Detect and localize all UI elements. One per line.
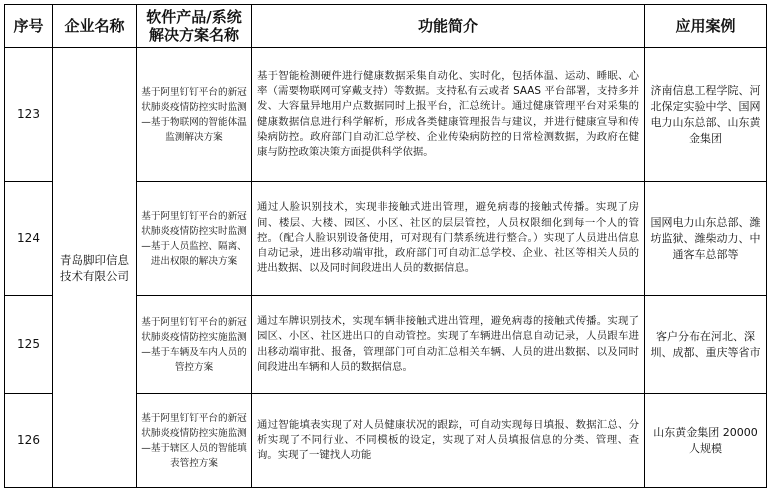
header-case: 应用案例	[645, 5, 767, 48]
table-row	[5, 48, 767, 182]
application-case: 客户分布在河北、深圳、成都、重庆等省市	[645, 296, 767, 394]
software-solutions-table	[4, 4, 767, 488]
product-name: 基于阿里钉钉平台的新冠状肺炎疫情防控实施监测—基于辖区人员的智能填表管控方案	[137, 394, 252, 488]
row-seq: 126	[5, 394, 53, 488]
company-name: 青岛脚印信息技术有限公司	[53, 48, 137, 488]
row-seq: 125	[5, 296, 53, 394]
function-description: 通过人脸识别技术，实现非接触式进出管理，避免病毒的接触式传播。实现了房间、楼层、大楼、园区、小区、社区的层层管控，人员权限细化到每一个人的管控。（配合人脸识别设备使用，可对现有门禁系统进行整合。）实现了人员进出信息自动记录，进出移动端审批，政府部门可自动汇总学校、企业、社区等相关人员的进出数据、以及同时间段进出人员的数据信息。	[252, 182, 645, 296]
row-seq: 124	[5, 182, 53, 296]
function-description: 通过智能填表实现了对人员健康状况的跟踪，可自动实现每日填报、数据汇总、分析实现了不同行业、不同模板的设定，实现了对人员填报信息的分类、管理、查询。实现了一键找人功能	[252, 394, 645, 488]
header-function: 功能简介	[252, 5, 645, 48]
function-description: 基于智能检测硬件进行健康数据采集自动化、实时化，包括体温、运动、睡眠、心率（需要物联网可穿戴支持）等数据。支持私有云或者 SAAS 平台部署，支持多并发、大容量异地用户点数据同时上报平台，汇总统计。通过健康管理平台对采集的健康数据信息进行科学解析，形成各类健康管理报告与建议，并进行健康宣导和传染病防控。政府部门自动汇总学校、企业传染病防控的日常检测数据，为政府在健康与防控政策决策方面提供科学依据。	[252, 48, 645, 182]
row-seq: 123	[5, 48, 53, 182]
product-name: 基于阿里钉钉平台的新冠状肺炎疫情防控实时监测—基于人员监控、隔离、进出权限的解决方案	[137, 182, 252, 296]
application-case: 山东黄金集团 20000 人规模	[645, 394, 767, 488]
header-seq: 序号	[5, 5, 53, 48]
header-row	[5, 5, 767, 48]
product-name: 基于阿里钉钉平台的新冠状肺炎疫情防控实时监测—基于物联网的智能体温监测解决方案	[137, 48, 252, 182]
function-description: 通过车牌识别技术，实现车辆非接触式进出管理，避免病毒的接触式传播。实现了园区、小区、社区进出口的自动管控。实现了车辆进出信息自动记录，人员跟车进出移动端审批、报备，管理部门可自动汇总相关车辆、人员的进出数据、以及同时间段进出车辆和人员的数据信息。	[252, 296, 645, 394]
application-case: 国网电力山东总部、潍坊监狱、潍柴动力、中通客车总部等	[645, 182, 767, 296]
application-case: 济南信息工程学院、河北保定实验中学、国网电力山东总部、山东黄金集团	[645, 48, 767, 182]
header-product: 软件产品/系统解决方案名称	[137, 5, 252, 48]
header-company: 企业名称	[53, 5, 137, 48]
product-name: 基于阿里钉钉平台的新冠状肺炎疫情防控实施监测—基于车辆及车内人员的管控方案	[137, 296, 252, 394]
